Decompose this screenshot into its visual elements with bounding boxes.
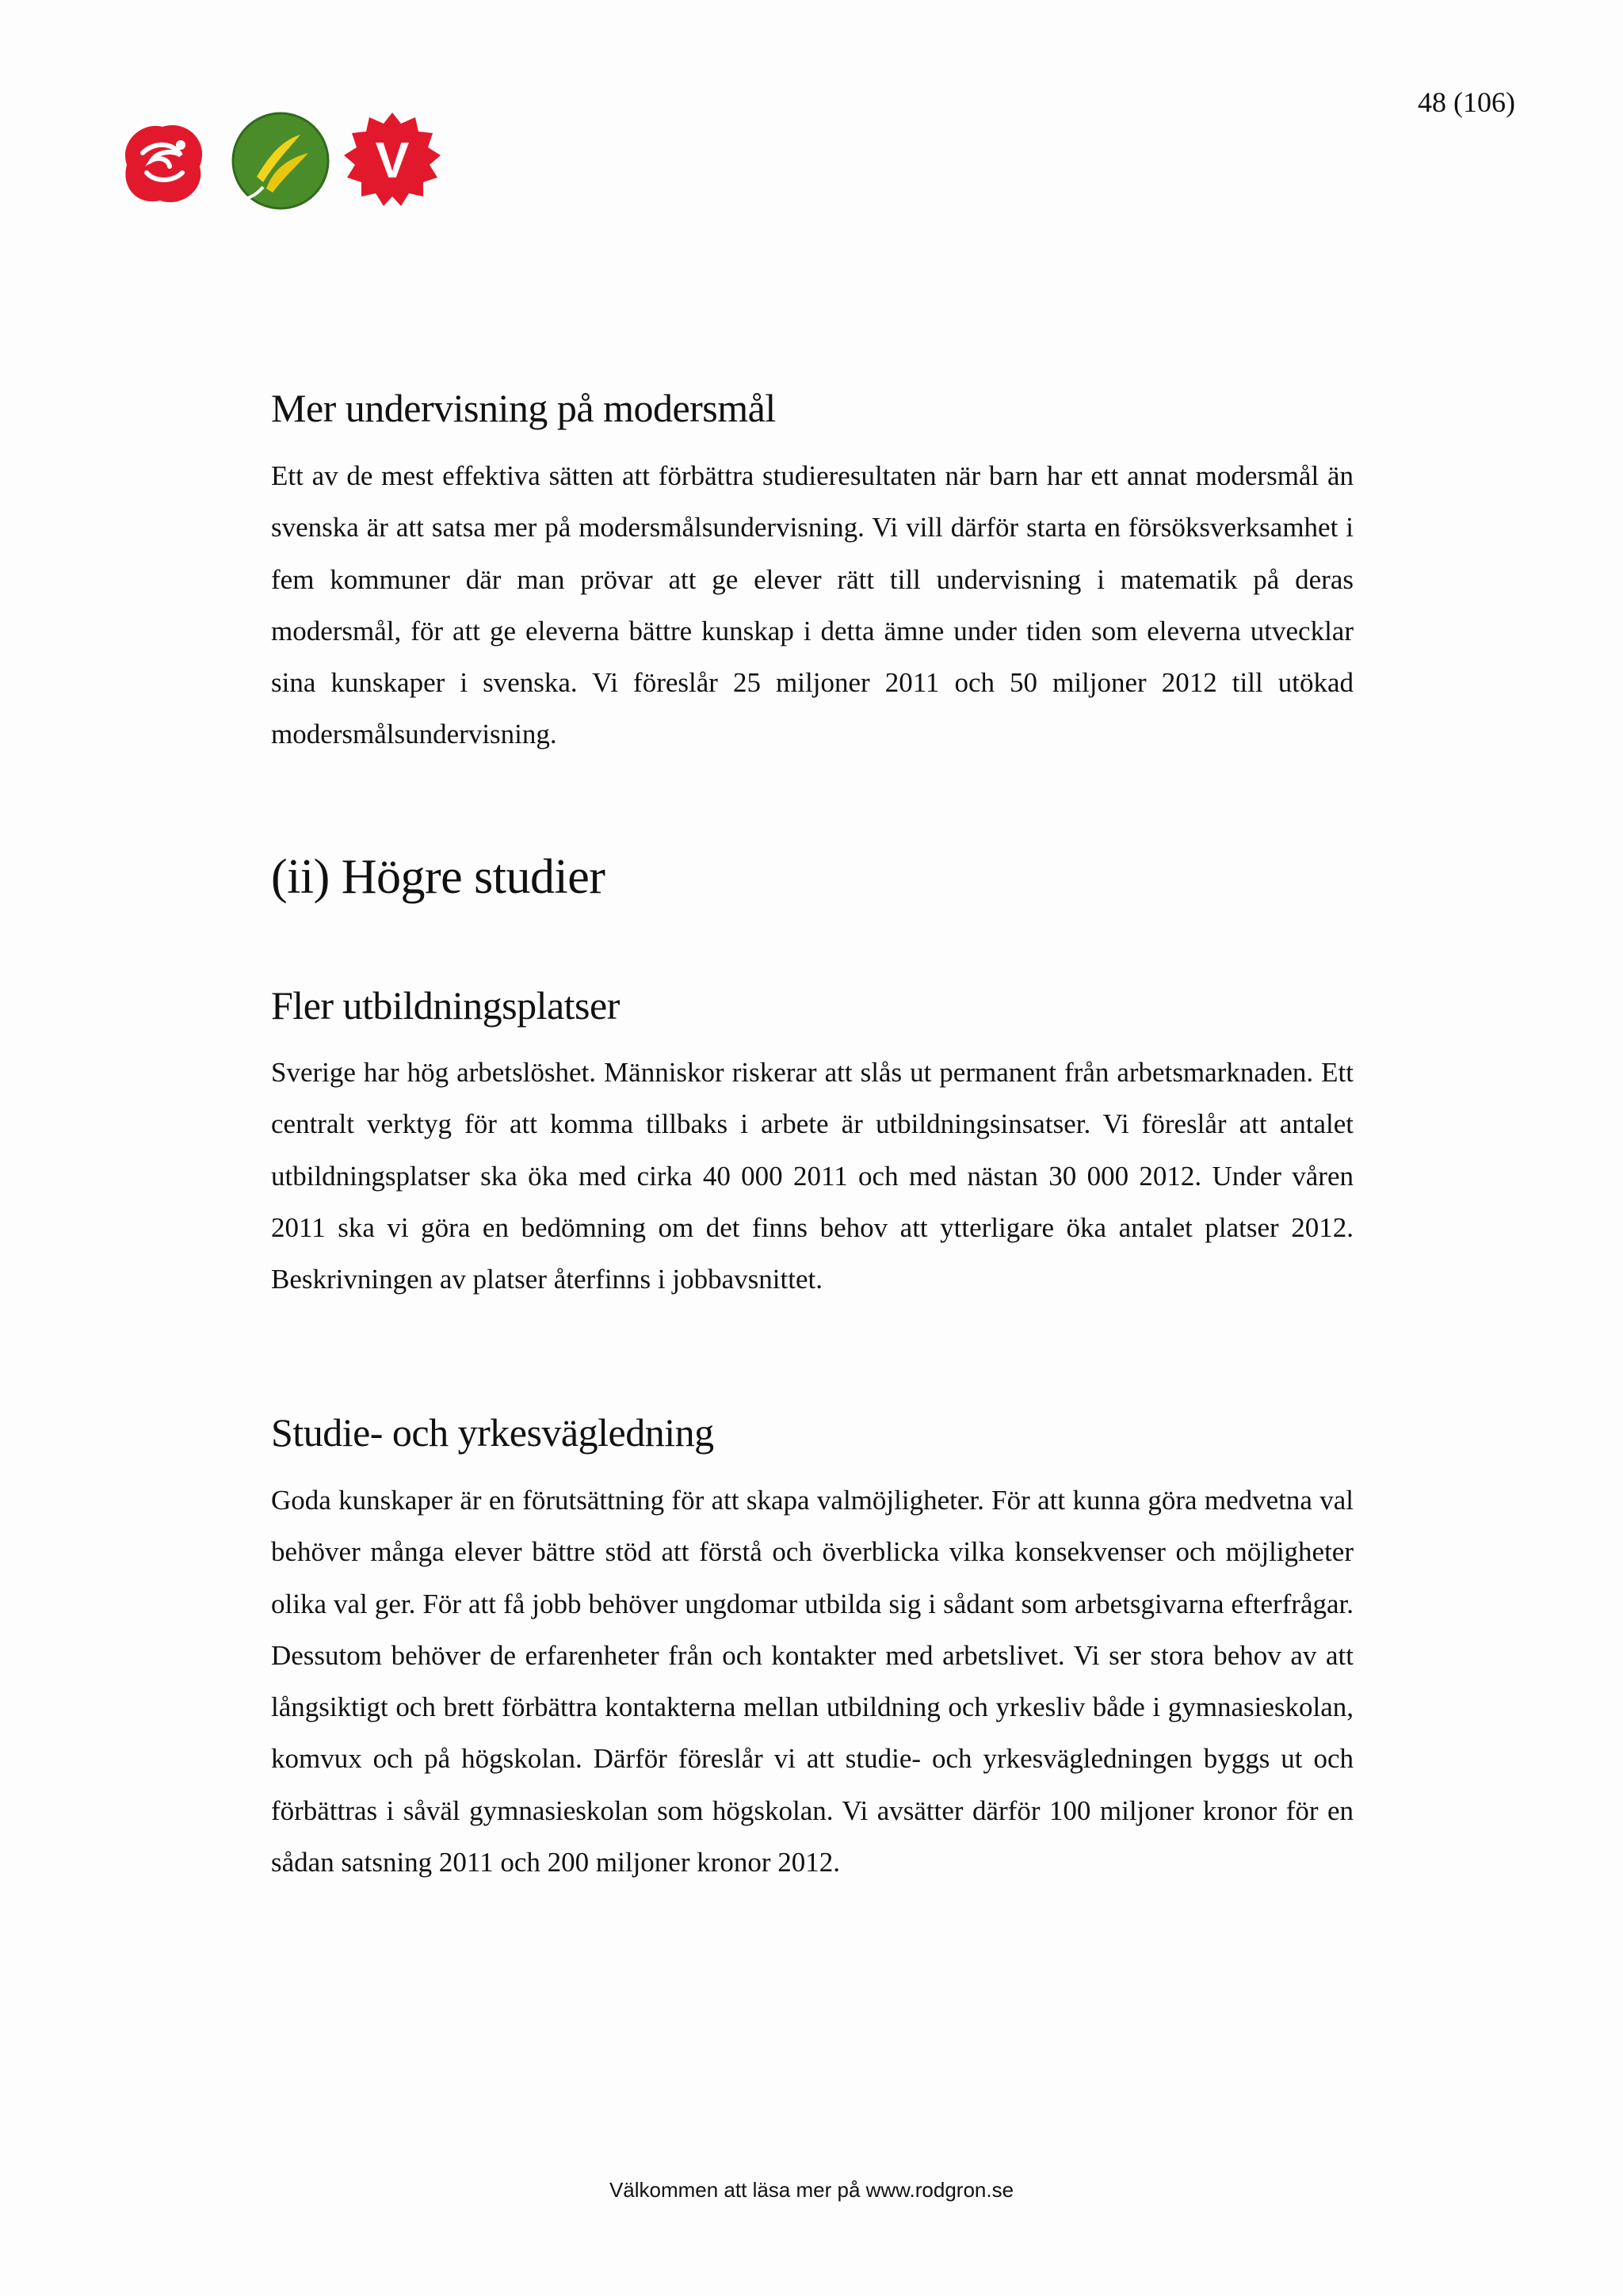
- paragraph-modersmal: Ett av de mest effektiva sätten att förbättra studieresultaten när barn har ett annat modersmål än svenska är att satsa mer på modersmålsundervisning. Vi vill därför starta en försöksverksamhet i fem kommuner där man prövar att ge elever rätt till undervisning i matematik på deras modersmål, för att ge eleverna bättre kunskap i detta ämne under tiden som eleverna utvecklar sina kunskaper i svenska. Vi föreslår 25 miljoner 2011 och 50 miljoner 2012 till utökad modersmålsundervisning.: [271, 460, 1354, 750]
- green-party-dandelion-logo-icon: [225, 109, 336, 212]
- paragraph-utbildningsplatser: Sverige har hög arbetslöshet. Människor riskerar att slås ut permanent från arbetsmarknaden. Ett centralt verktyg för att komma tillbaks i arbete är utbildningsinsatser. Vi föreslår att antalet utbildningsplatser ska öka med cirka 40 000 2011 och med nästan 30 000 2012. Under våren 2011 ska vi göra en bedömning om det finns behov att ytterligare öka antalet platser 2012. Beskrivningen av platser återfinns i jobbavsnittet.: [271, 1057, 1354, 1295]
- party-logos: [111, 109, 460, 212]
- left-party-v-letter: V: [375, 132, 410, 189]
- paragraph-yrkesvagledning: Goda kunskaper är en förutsättning för att skapa valmöjligheter. För att kunna göra medvetna val behöver många elever bättre stöd att förstå och överblicka vilka konsekvenser och möjligheter olika val ger. För att få jobb behöver ungdomar utbilda sig i sådant som arbetsgivarna efterfrågar. Dessutom behöver de erfarenheter från och kontakter med arbetslivet. Vi ser stora behov av att långsiktigt och brett förbättra kontakterna mellan utbildning och yrkesliv både i gymnasieskolan, komvux och på högskolan. Därför föreslår vi att studie- och yrkesvägledningen byggs ut och förbättras i såväl gymnasieskolan som högskolan. Vi avsätter därför 100 miljoner kronor för en sådan satsning 2011 och 200 miljoner kronor 2012.: [271, 1485, 1354, 1878]
- footer-text: Välkommen att läsa mer på www.rodgron.se: [609, 2178, 1014, 2202]
- social-democrats-rose-logo-icon: [111, 109, 214, 212]
- section-heading-yrkesvagledning: Studie- och yrkesvägledning: [271, 1410, 714, 1455]
- left-party-v-logo-icon: [341, 109, 444, 212]
- page-number: 48 (106): [1418, 86, 1515, 118]
- section-heading-utbildningsplatser: Fler utbildningsplatser: [271, 983, 620, 1028]
- part-heading-hogre-studier: (ii) Högre studier: [271, 850, 605, 904]
- section-heading-modersmal: Mer undervisning på modersmål: [271, 386, 776, 430]
